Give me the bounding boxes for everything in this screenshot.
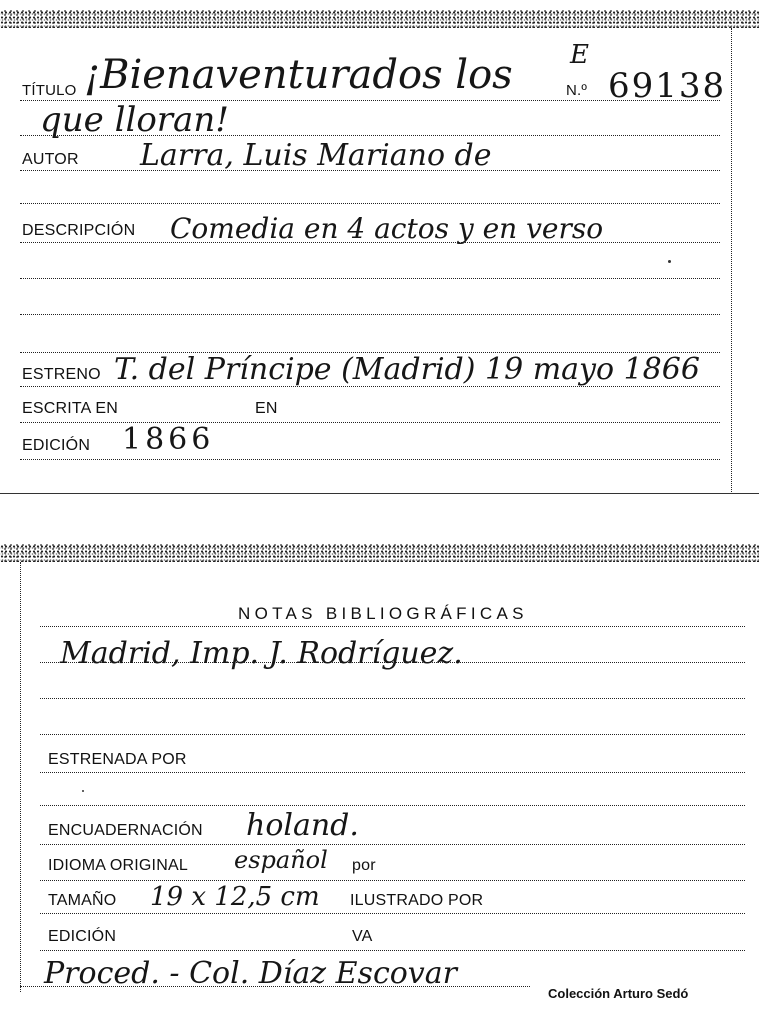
rule-line xyxy=(20,278,720,279)
numero-superscript: E xyxy=(570,40,589,70)
rule-line xyxy=(40,734,745,735)
titulo-value-line1: ¡Bienaventurados los xyxy=(84,52,513,98)
por-label: por xyxy=(352,857,376,874)
rule-line xyxy=(40,913,745,914)
torn-edge-top xyxy=(0,10,759,28)
tamano-label: TAMAÑO xyxy=(48,892,117,909)
edicion-label: EDICIÓN xyxy=(22,437,91,454)
titulo-value-line2: que lloran! xyxy=(40,100,229,140)
collection-credit: Colección Arturo Sedó xyxy=(548,986,689,1001)
tamano-value: 19 x 12,5 cm xyxy=(150,882,320,912)
rule-line xyxy=(40,626,745,627)
autor-value: Larra, Luis Mariano de xyxy=(140,138,492,173)
va-label: VA xyxy=(352,928,373,945)
estreno-value: T. del Príncipe (Madrid) 19 mayo 1866 xyxy=(114,352,700,387)
idioma-original-label: IDIOMA ORIGINAL xyxy=(48,857,188,874)
ink-speck xyxy=(82,790,84,792)
idioma-original-value: español xyxy=(234,846,328,874)
edicion-value: 1866 xyxy=(122,422,215,457)
autor-label: AUTOR xyxy=(22,151,79,168)
card-right-edge xyxy=(731,28,732,494)
rule-line xyxy=(20,459,720,460)
catalog-card-front xyxy=(0,0,759,495)
rule-line xyxy=(40,950,745,951)
titulo-label: TÍTULO xyxy=(22,82,77,99)
procedencia-value: Proced. - Col. Díaz Escovar xyxy=(44,956,457,991)
rule-line xyxy=(40,772,745,773)
rule-line xyxy=(40,880,745,881)
rule-line xyxy=(20,203,720,204)
en-label: EN xyxy=(255,400,278,417)
edicion-label: EDICIÓN xyxy=(48,928,117,945)
rule-line xyxy=(40,698,745,699)
numero-label: N.º xyxy=(566,82,588,99)
card-bottom-edge xyxy=(0,493,759,494)
estreno-label: ESTRENO xyxy=(22,366,101,383)
catalog-card-back xyxy=(0,540,759,1028)
card-left-edge xyxy=(20,562,21,992)
ink-speck xyxy=(668,260,671,263)
rule-line xyxy=(40,844,745,845)
descripcion-label: DESCRIPCIÓN xyxy=(22,222,136,239)
rule-line xyxy=(40,805,745,806)
notas-value: Madrid, Imp. J. Rodríguez. xyxy=(60,636,463,671)
estrenada-por-label: ESTRENADA POR xyxy=(48,751,187,768)
notas-heading: NOTAS BIBLIOGRÁFICAS xyxy=(238,604,528,623)
encuadernacion-label: ENCUADERNACIÓN xyxy=(48,822,203,839)
torn-edge-top xyxy=(0,544,759,562)
numero-value: 69138 xyxy=(608,66,727,106)
descripcion-value: Comedia en 4 actos y en verso xyxy=(170,212,604,245)
escrita-en-label: ESCRITA EN xyxy=(22,400,118,417)
encuadernacion-value: holand. xyxy=(246,808,359,843)
ilustrado-por-label: ILUSTRADO POR xyxy=(350,892,484,909)
rule-line xyxy=(20,314,720,315)
